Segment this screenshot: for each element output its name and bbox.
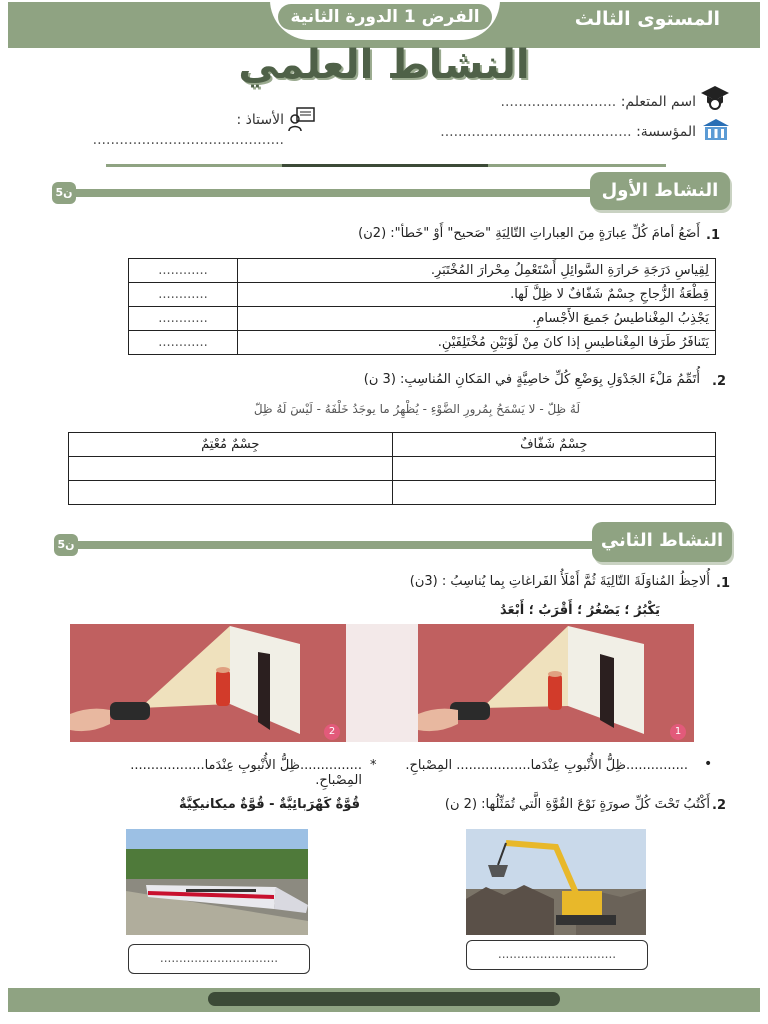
activity1-points: 5ن — [52, 182, 76, 204]
activity2-q2-text: أَكْتُبُ تَحْتَ كُلِّ صورَةٍ نَوْعَ القُوَّةِ الَّتي تُمَثِّلُها: (2 ن) — [444, 797, 710, 812]
activity2-q2-number: .2 — [712, 798, 726, 813]
activity2-line — [66, 541, 606, 549]
table-row — [129, 331, 716, 355]
true-false-table — [128, 258, 716, 355]
train-image — [126, 829, 308, 935]
table-row — [129, 283, 716, 307]
statement-cell: يَتَنافَرُ طَرَفا المِغْناطيسِ إذا كانَ مِنْ لَوْنَيْنِ مُخْتَلِفَيْنِ. — [238, 331, 716, 355]
activity2-q1-text: أُلاحِظُ المُناوَلَةَ التّالِيَةَ ثُمَّ أَمْلَأُ الفَراغاتِ بِما يُناسِبُ : (3ن) — [409, 574, 710, 589]
activity2-q2-options: قُوَّةٌ كَهْرَبائِيَّةٌ - قُوَّةٌ ميكانيكِيَّةٌ — [179, 797, 360, 812]
school-field[interactable] — [396, 122, 696, 142]
level-label: المستوى الثالث — [574, 8, 720, 30]
divider-dark — [282, 164, 488, 167]
student-name-field[interactable] — [396, 92, 696, 112]
activity1-q1-number: .1 — [706, 228, 720, 243]
answer-cell[interactable]: ............ — [129, 307, 238, 331]
activity1-title: النشاط الأول — [590, 172, 730, 210]
student-name-dots: .......................... — [500, 94, 617, 110]
teacher-icon — [288, 106, 316, 132]
teacher-dots: ........................................... — [92, 132, 284, 148]
properties-table — [68, 432, 716, 505]
opaque-cell[interactable] — [69, 457, 393, 481]
star-marker: * — [370, 758, 377, 773]
activity1-q2-text: أُتَمِّمُ مَلْءَ الجَدْوَلِ بِوَضْعِ كُلِّ خاصِيَّةٍ في المَكانِ المُناسِبِ: (3 ن) — [363, 372, 700, 387]
table-row — [69, 481, 716, 505]
answer-box-crane[interactable]: ............................... — [466, 940, 648, 970]
school-dots: ........................................... — [440, 124, 632, 140]
graduation-cap-icon — [700, 82, 730, 112]
activity1-q2-number: .2 — [712, 374, 726, 389]
transparent-cell[interactable] — [392, 481, 716, 505]
table-header-row — [69, 433, 716, 457]
bullet-marker: • — [704, 756, 713, 772]
sentence2[interactable]: ...............ظِلُّ الأُنْبوبِ عِنْدَما.................. المِصْباحِ. — [130, 758, 362, 788]
answer-cell[interactable]: ............ — [129, 283, 238, 307]
activity2-q1-number: .1 — [716, 576, 730, 591]
activity1-line — [64, 189, 604, 197]
answer-cell[interactable]: ............ — [129, 331, 238, 355]
activity2-q1-words: يَكْبُرُ ؛ يَصْغُرُ ؛ أَقْرَبُ ؛ أَبْعَدُ — [499, 603, 660, 618]
answer-cell[interactable]: ............ — [129, 259, 238, 283]
table-row — [129, 307, 716, 331]
page-title: النشاط العلمي — [238, 42, 530, 88]
activity1-q2-options: لَهُ ظِلّ - لا يَسْمَحُ بِمُرورِ الضَّوْءِ - يُظْهِرُ ما يوجَدُ خَلْفَهُ - لَيْسَ لَهُ ظِلّ — [253, 402, 580, 416]
experiment-images — [70, 624, 694, 742]
statement-cell: لِقِياسِ دَرَجَةِ حَرارَةِ السَّوائِلِ أَسْتَعْمِلُ مِحْرارَ المُخْتَبَرِ. — [238, 259, 716, 283]
school-building-icon — [702, 118, 730, 142]
col-transparent-header: جِسْمٌ شَفّافٌ — [392, 433, 716, 457]
school-label: المؤسسة: — [636, 124, 696, 140]
col-opaque-header: جِسْمٌ مُعْتِمٌ — [69, 433, 393, 457]
student-name-label: اسم المتعلم: — [620, 94, 696, 110]
answer-box-train[interactable]: ............................... — [128, 944, 310, 974]
crane-image — [466, 829, 646, 935]
table-row — [129, 259, 716, 283]
transparent-cell[interactable] — [392, 457, 716, 481]
teacher-label: الأستاذ : — [236, 112, 284, 128]
footer-pill — [208, 992, 560, 1006]
sentence1[interactable]: ...............ظِلُّ الأُنْبوبِ عِنْدَما.................. المِصْباحِ. — [405, 758, 688, 773]
opaque-cell[interactable] — [69, 481, 393, 505]
table-row — [69, 457, 716, 481]
image1-number: 1 — [674, 726, 682, 737]
statement-cell: قِطْعَةُ الزُّجاجِ جِسْمٌ شَفّافٌ لا ظِلَّ لَها. — [238, 283, 716, 307]
activity2-points: 5ن — [54, 534, 78, 556]
activity1-q1-text: أَضَعُ أمامَ كُلِّ عِبارَةٍ مِنَ العِباراتِ التّالِيَةِ "صَحيح" أَوْ "خَطأ": (2ن) — [358, 226, 700, 241]
exam-label: الفرض 1 الدورة الثانية — [278, 4, 492, 30]
activity2-title: النشاط الثاني — [592, 522, 732, 562]
image2-number: 2 — [328, 726, 336, 737]
statement-cell: يَجْذِبُ المِغْناطيسُ جَميعَ الأَجْسامِ. — [238, 307, 716, 331]
teacher-field[interactable] — [48, 110, 284, 148]
